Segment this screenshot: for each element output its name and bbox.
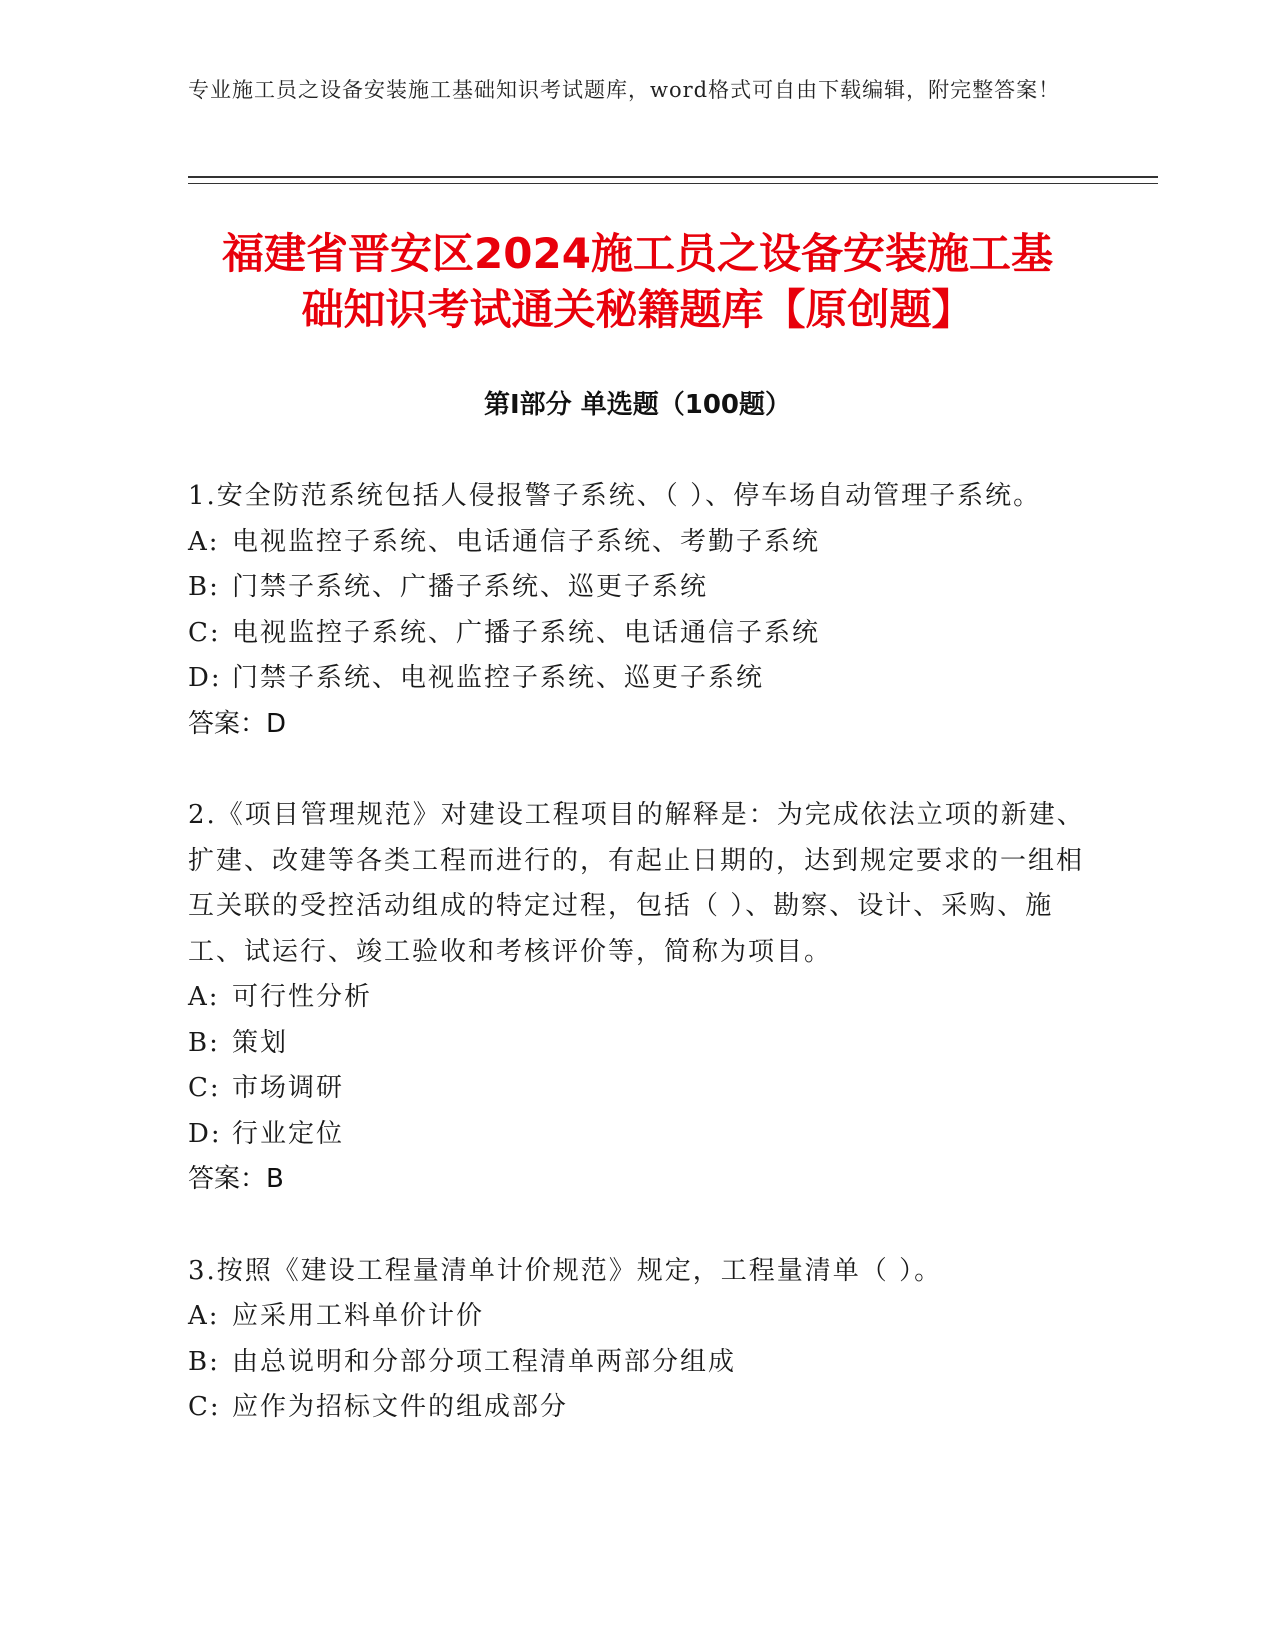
- option-letter: A:: [188, 1301, 220, 1331]
- document-title-line-1: 福建省晋安区2024施工员之设备安装施工基: [222, 229, 1053, 278]
- option-letter: C:: [188, 1392, 221, 1422]
- option-text: 行业定位: [232, 1118, 345, 1149]
- option-text: 电视监控子系统、电话通信子系统、考勤子系统: [232, 526, 821, 557]
- option-b: [188, 1340, 1088, 1386]
- question-2: [188, 793, 1088, 1203]
- option-d: [188, 656, 1088, 702]
- option-b: [188, 1021, 1088, 1067]
- question-1: [188, 474, 1088, 747]
- document-title-line-2: 础知识考试通关秘籍题库【原创题】: [301, 285, 974, 334]
- header-note: 专业施工员之设备安装施工基础知识考试题库，word格式可自由下载编辑，附完整答案！: [188, 78, 1061, 102]
- question-3: [188, 1249, 1088, 1431]
- option-text: 策划: [232, 1027, 289, 1058]
- option-letter: B:: [188, 1027, 220, 1058]
- option-text: 可行性分析: [232, 982, 373, 1012]
- option-letter: D:: [188, 663, 222, 693]
- header-rule-thin: [188, 183, 1158, 184]
- option-text: 应作为招标文件的组成部分: [232, 1392, 569, 1422]
- option-letter: B:: [188, 572, 220, 602]
- option-letter: B:: [188, 1346, 220, 1377]
- option-a: [188, 1294, 1088, 1340]
- option-text: 市场调研: [232, 1073, 345, 1103]
- header-rule-thick: [188, 176, 1158, 178]
- section-heading: 第Ⅰ部分 单选题（100题）: [484, 390, 791, 420]
- option-text: 门禁子系统、电视监控子系统、巡更子系统: [232, 663, 765, 693]
- option-a: [188, 975, 1088, 1021]
- option-b: [188, 565, 1088, 611]
- option-letter: C:: [188, 617, 221, 648]
- option-letter: A:: [188, 526, 220, 557]
- option-a: [188, 520, 1088, 566]
- option-text: 电视监控子系统、广播子系统、电话通信子系统: [232, 617, 821, 648]
- question-text: 2.《项目管理规范》对建设工程项目的解释是：为完成依法立项的新建、扩建、改建等各类工程而进行的，有起止日期的，达到规定要求的一组相互关联的受控活动组成的特定过程，包括（ ）、勘察、设计、采购、施工、试运行、竣工验收和考核评价等，简称为项目。: [188, 800, 1085, 967]
- option-text: 门禁子系统、广播子系统、巡更子系统: [232, 572, 709, 602]
- answer-text: 答案：D: [188, 708, 287, 739]
- question-text: 3.按照《建设工程量清单计价规范》规定，工程量清单（ ）。: [188, 1255, 943, 1286]
- option-d: [188, 1112, 1088, 1158]
- document-title: [150, 226, 1125, 338]
- option-letter: A:: [188, 982, 220, 1012]
- option-c: [188, 611, 1088, 657]
- option-letter: C:: [188, 1073, 221, 1103]
- option-text: 由总说明和分部分项工程清单两部分组成: [232, 1346, 737, 1377]
- option-text: 应采用工料单价计价: [232, 1301, 485, 1331]
- question-list: [188, 474, 1088, 1477]
- answer-text: 答案：B: [188, 1164, 284, 1194]
- question-text: 1.安全防范系统包括人侵报警子系统、（ ）、停车场自动管理子系统。: [188, 481, 1042, 511]
- option-c: [188, 1385, 1088, 1431]
- option-letter: D:: [188, 1118, 222, 1149]
- option-c: [188, 1066, 1088, 1112]
